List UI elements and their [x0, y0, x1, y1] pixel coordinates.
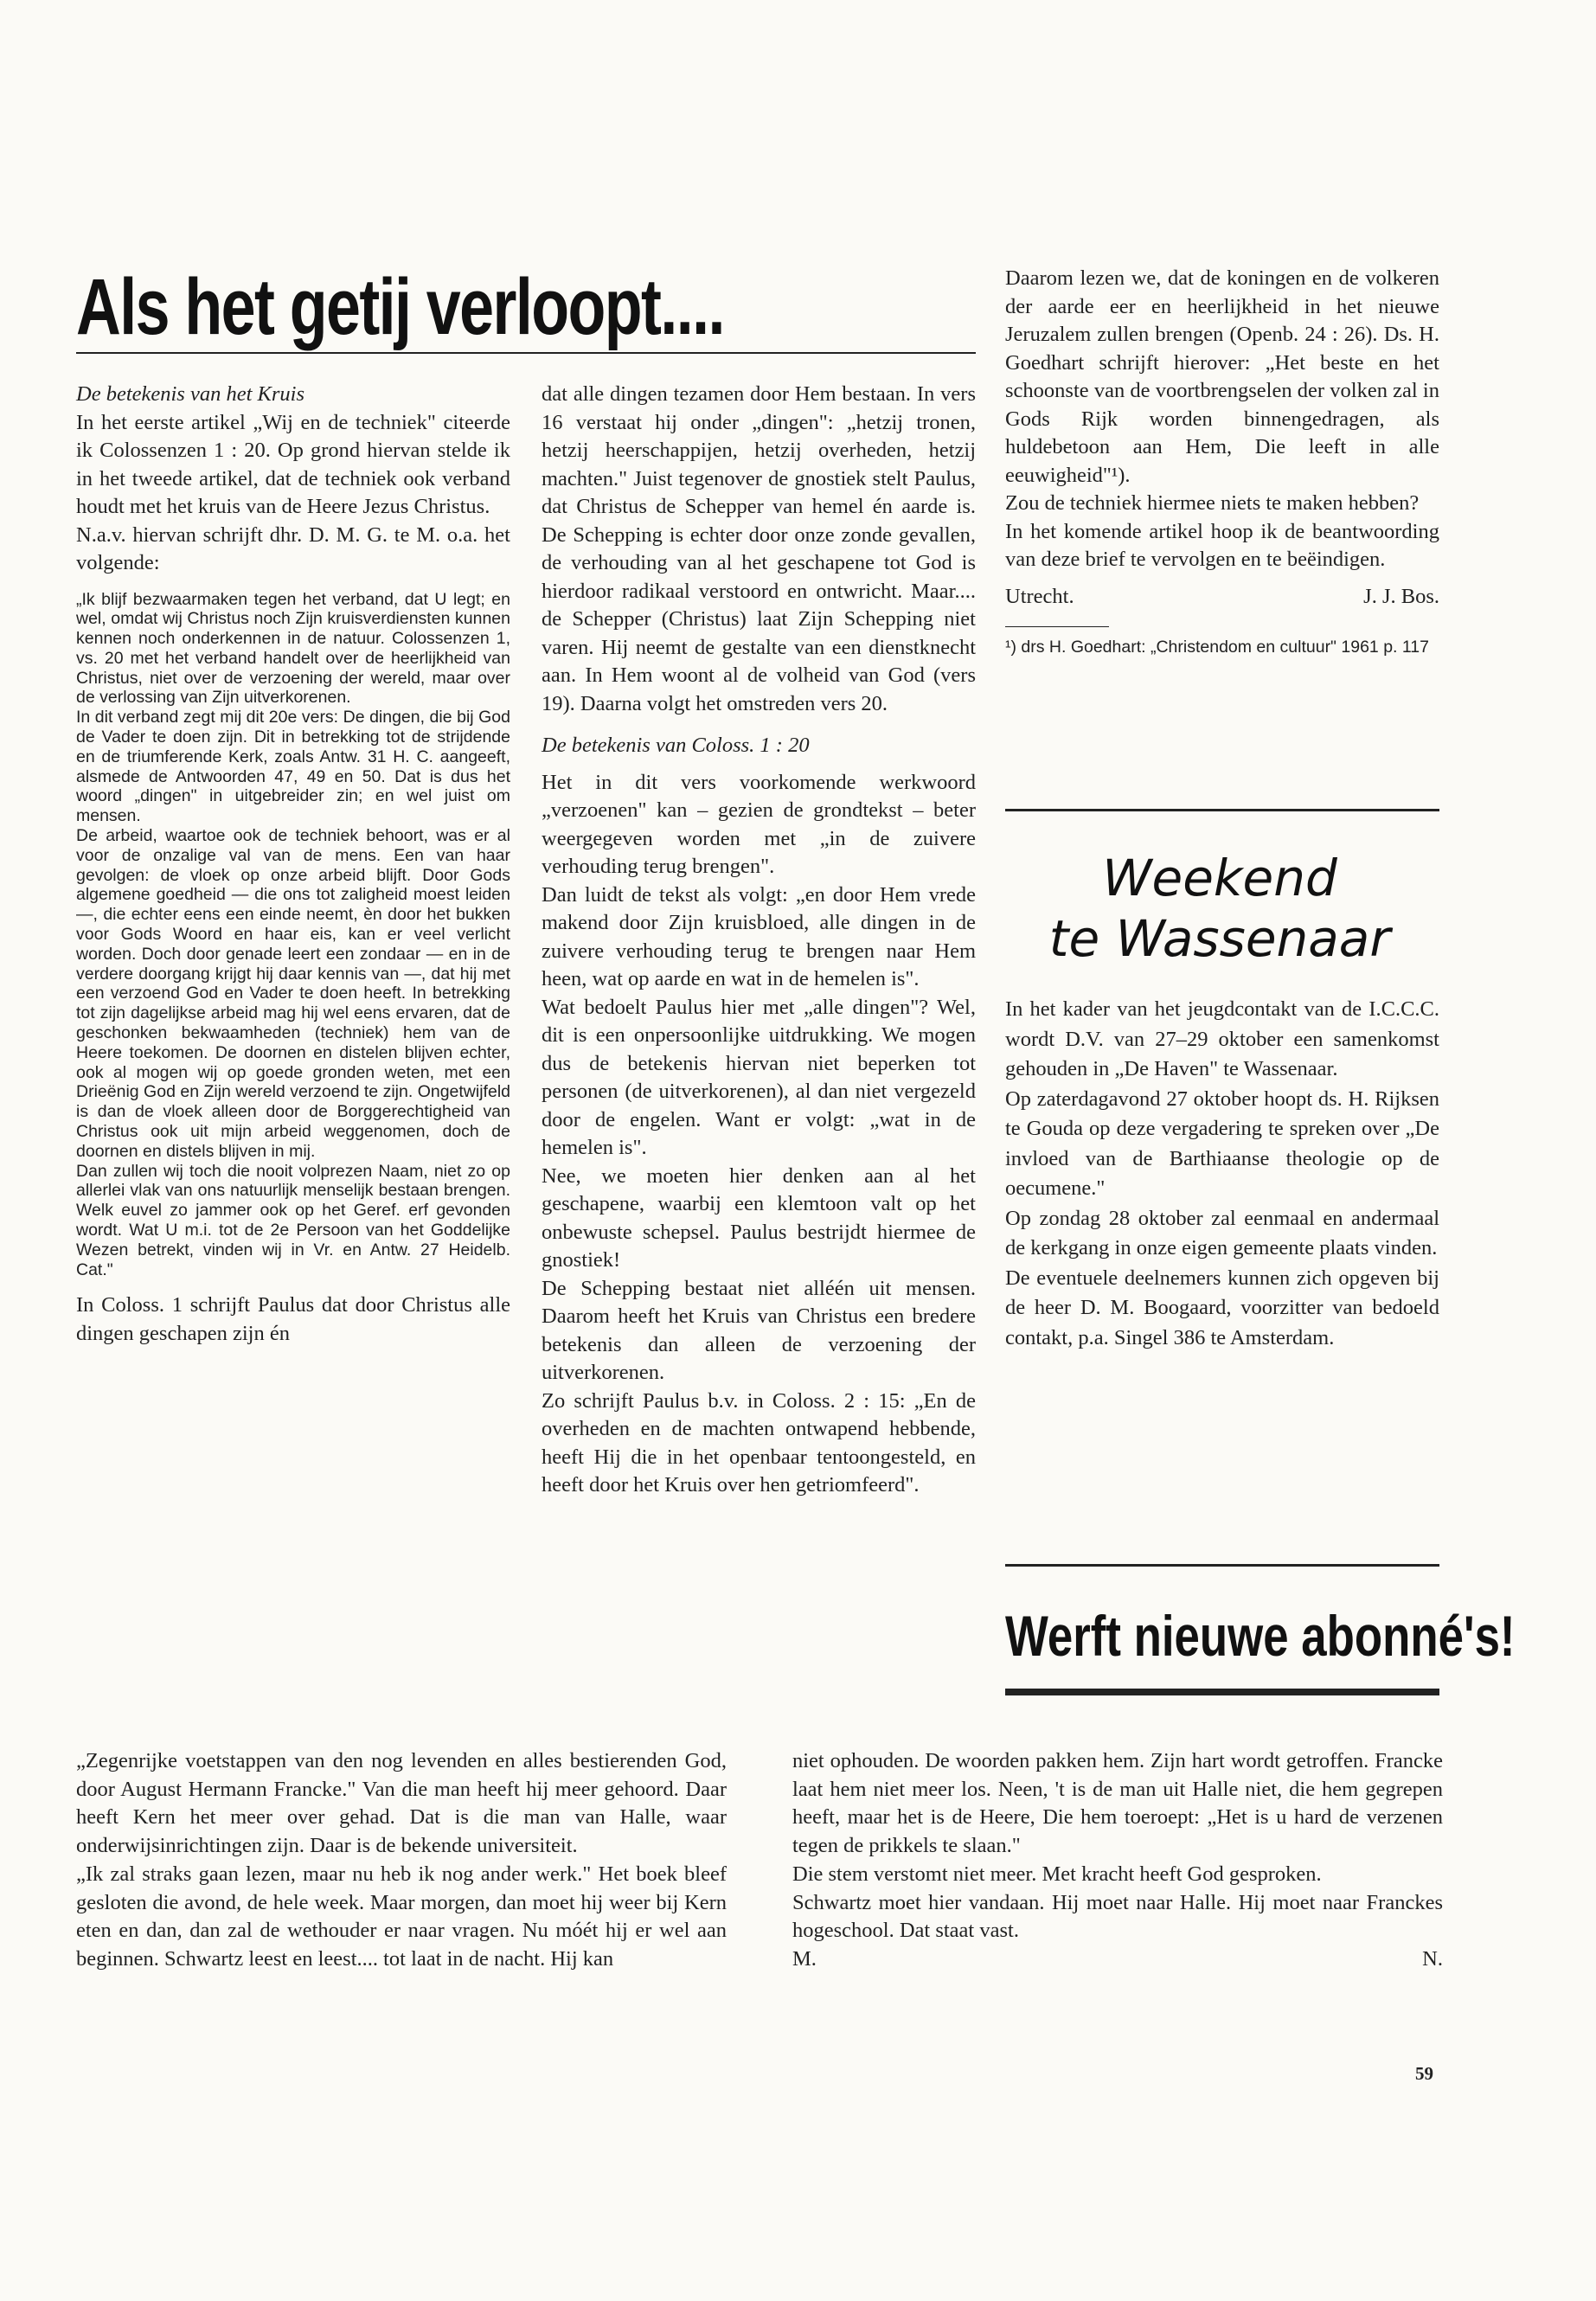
- paragraph: niet ophouden. De woorden pakken hem. Zijn hart wordt getroffen. Francke laat hem niet meer los. Neen, 't is de man uit Halle niet, die hem gegrepen heeft, maar het is de Heere, Die hem toeroept: „Het is u hard de verzenen tegen de prikkels te slaan.": [792, 1749, 1443, 1858]
- paragraph: Het in dit vers voorkomende werkwoord „verzoenen" kan – gezien de grondtekst – beter weergegeven worden met „in de zuivere verhouding terug brengen".: [542, 770, 976, 878]
- subscription-banner: Werft nieuwe abonné's!: [1005, 1604, 1516, 1668]
- paragraph: Daarom lezen we, dat de koningen en de volkeren der aarde eer en heerlijkheid in het nieuwe Jeruzalem zullen brengen (Openb. 24 : 26). Ds. H. Goedhart schrijft hierover: „Het beste en het schoonste van de voortbrengselen der volken zal in Gods Rijk worden binnengedragen, als huldebetoon aan Hem, Die leeft in alle eeuwigheid"¹).: [1005, 266, 1439, 487]
- section-subheading: De betekenis van het Kruis: [76, 382, 304, 406]
- paragraph: dat alle dingen tezamen door Hem bestaan. In vers 16 verstaat hij onder „dingen": „hetzij tronen, hetzij heerschappijen, hetzij overheden, hetzij machten." Juist tegenover de gnostiek stelt Paulus, dat Christus de Schepper van hemel én aarde is. De Schepping is echter door onze zonde gevallen, de verhouding van al het geschapene tot God is hierdoor radikaal verstoord en ontwricht. Maar.... de Schepper (Christus) laat Zijn Schepping niet varen. Hij neemt de gestalte van een dienstknecht aan. In Hem woont al de volheid van God (vers 19). Daarna volgt het omstreden vers 20.: [542, 382, 976, 715]
- signature-place: Utrecht.: [1005, 584, 1074, 608]
- paragraph: Op zaterdagavond 27 oktober hoopt ds. H. Rijksen te Gouda op deze vergadering te spreken over „De invloed van de Barthiaanse theologie op de oecumene.": [1005, 1086, 1439, 1200]
- paragraph: In het komende artikel hoop ik de beantwoording van deze brief te vervolgen en te beëindigen.: [1005, 519, 1439, 571]
- story-signature: [792, 1945, 1443, 1974]
- quote-paragraph: „Ik blijf bezwaarmaken tegen het verband, dat U legt; en wel, omdat wij Christus noch Zijn kruisverdiensten kunnen kennen noch onderkennen in de natuur. Colossenzen 1, vs. 20 met het verband handelt over de heerlijkheid van Christus, niet over de verzoening der wereld, maar over de verlossing van Zijn uitverkorenen.: [76, 589, 510, 708]
- paragraph: „Ik zal straks gaan lezen, maar nu heb ik nog ander werk." Het boek bleef gesloten die avond, de hele week. Maar morgen, dan moet hij weer bij Kern eten en dan, dan zal de wethouder er naar vragen. Nu móét hij er wel aan beginnen. Schwartz leest en leest.... tot laat in de nacht. Hij kan: [76, 1862, 727, 1971]
- weekend-notice: [1005, 995, 1439, 1353]
- weekend-title-line: Weekend: [1102, 849, 1337, 907]
- section-divider: [1005, 1564, 1439, 1567]
- paragraph: Zo schrijft Paulus b.v. in Coloss. 2 : 15: „En de overheden en de machten ontwapend hebbende, heeft Hij die in het openbaar tentoongesteld, en heeft door het Kruis over hen getriomfeerd".: [542, 1388, 976, 1497]
- paragraph: Die stem verstomt niet meer. Met kracht heeft God gesproken.: [792, 1862, 1322, 1886]
- paragraph: De Schepping bestaat niet alléén uit mensen. Daarom heeft het Kruis van Christus een bredere betekenis dan alleen de verzoening der uitverkorenen.: [542, 1276, 976, 1384]
- paragraph: In Coloss. 1 schrijft Paulus dat door Christus alle dingen geschapen zijn én: [76, 1293, 510, 1345]
- footnote: ¹) drs H. Goedhart: „Christendom en cultuur" 1961 p. 117: [1005, 638, 1429, 657]
- article-column-2: [542, 381, 976, 1500]
- paragraph: De eventuele deelnemers kunnen zich opgeven bij de heer D. M. Boogaard, voorzitter van bedoeld contakt, p.a. Singel 386 te Amsterdam.: [1005, 1266, 1439, 1349]
- article-column-3: [1005, 265, 1439, 657]
- paragraph: Nee, we moeten hier denken aan al het geschapene, waarbij een klemtoon valt op het onbewuste schepsel. Paulus bestrijdt hiermee de gnostiek!: [542, 1163, 976, 1272]
- paragraph: Dan luidt de tekst als volgt: „en door Hem vrede makend door Zijn kruisbloed, alle dingen in de zuivere verhouding terug te brengen naar Hem heen, wat op aarde en wat in de hemelen is".: [542, 882, 976, 990]
- article-column-1: [76, 381, 510, 1348]
- quote-paragraph: In dit verband zegt mij dit 20e vers: De dingen, die bij God de Vader te doen zijn. Dit in betrekking tot de strijdende en de triumferende Kerk, zoals Antw. 31 H. C. aangeeft, alsmede de Antwoorden 47, 49 en 50. Dat is dus het woord „dingen" in uitgebreider zin; en wel juist om mensen.: [76, 708, 510, 826]
- paragraph: Zou de techniek hiermee niets te maken hebben?: [1005, 491, 1420, 515]
- article-headline: Als het getij verloopt....: [76, 263, 724, 351]
- paragraph: N.a.v. hiervan schrijft dhr. D. M. G. te M. o.a. het volgende:: [76, 522, 510, 574]
- footnote-rule: [1005, 626, 1109, 627]
- story-column-left: [76, 1747, 727, 1974]
- letter-quote: [76, 590, 510, 1280]
- paragraph: Schwartz moet hier vandaan. Hij moet naar Halle. Hij moet naar Franckes hogeschool. Dat staat vast.: [792, 1890, 1443, 1943]
- section-divider: [1005, 809, 1439, 811]
- banner-rule: [1005, 1689, 1439, 1695]
- paragraph: „Zegenrijke voetstappen van den nog levenden en alles bestierenden God, door August Hermann Francke." Van die man heeft hij meer gehoord. Daar heeft Kern het meer over gehad. Dat is die man van Halle, waar onderwijsinrichtingen zijn. Daar is de bekende universiteit.: [76, 1749, 727, 1858]
- signature-initial: M.: [792, 1946, 817, 1971]
- story-column-right: [792, 1747, 1443, 1974]
- paragraph: Wat bedoelt Paulus hier met „alle dingen"? Wel, dit is een onpersoonlijke uitdrukking. We mogen dus de betekenis hiervan niet beperken tot personen (de uitverkorenen), al dan niet vergezeld door de engelen. Want er volgt: „wat in de hemelen is".: [542, 995, 976, 1159]
- quote-paragraph: Dan zullen wij toch die nooit volprezen Naam, niet zo op allerlei vlak van ons natuurlijk menselijk bestaan brengen. Welk euvel zo jammer ook op het Geref. erf gevonden wordt. Wat U m.i. tot de 2e Persoon van het Goddelijke Wezen betrekt, vinden wij in Vr. en Antw. 27 Heidelb. Cat.": [76, 1161, 510, 1279]
- signature-initial: N.: [1422, 1946, 1443, 1971]
- section-subheading: De betekenis van Coloss. 1 : 20: [542, 734, 810, 757]
- weekend-title-line: te Wassenaar: [1048, 909, 1391, 968]
- paragraph: In het kader van het jeugdcontakt van de I.C.C.C. wordt D.V. van 27–29 oktober een samenkomst gehouden in „De Haven" te Wassenaar.: [1005, 997, 1439, 1080]
- signature-line: [1005, 583, 1439, 612]
- signature-author: J. J. Bos.: [1363, 584, 1439, 608]
- paragraph: In het eerste artikel „Wij en de techniek" citeerde ik Colossenzen 1 : 20. Op grond hiervan stelde ik in het tweede artikel, dat de techniek ook verband houdt met het kruis van de Heere Jezus Christus.: [76, 410, 510, 518]
- paragraph: Op zondag 28 oktober zal eenmaal en andermaal de kerkgang in onze eigen gemeente plaats vinden.: [1005, 1206, 1439, 1259]
- headline-rule: [76, 352, 976, 354]
- weekend-heading: [1003, 848, 1436, 969]
- page-number: 59: [1415, 2063, 1433, 2084]
- quote-paragraph: De arbeid, waartoe ook de techniek behoort, was er al voor de onzalige val van de mens. Een van haar gevolgen: de vloek op onze arbeid blijft. Door Gods algemene goedheid — die ons tot zaligheid moest leiden —, die echter eens een einde neemt, èn door het bukken voor Gods Woord en haar eis, kan er veel verlicht worden. Doch door genade leert een zondaar — en in de verdere doorgang krijgt hij daar kennis van —, dat hij met een verzoend God en Vader te doen heeft. In betrekking tot zijn dagelijkse arbeid mag hij wel eens ervaren, dat de geschonken bekwaamheden (techniek) hem van de Heere toekomen. De doornen en distelen blijven echter, ook al mogen wij op goede gronden weten, met een Drieënig God en Zijn wereld verzoend te zijn. Ongetwijfeld is dan de vloek alleen door de Borggerechtigheid van Christus ook uit mijn arbeid weggenomen, doch de doornen en distels blijven in mij.: [76, 826, 510, 1161]
